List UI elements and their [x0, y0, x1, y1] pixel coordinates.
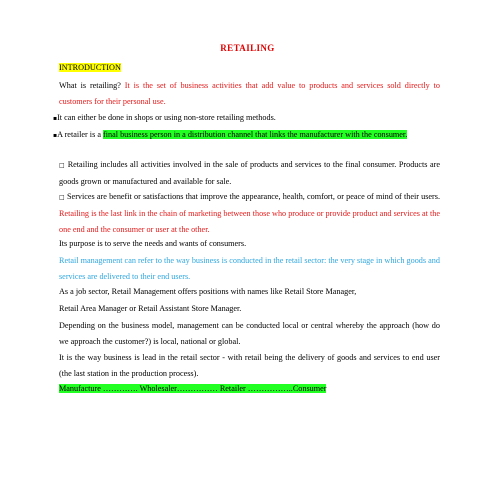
paragraph-retail-sector [59, 350, 440, 382]
paragraph-lead: Services are benefit or satisfactions that improve the appearance, health, comfort, or peace of mind of their users. [67, 192, 441, 201]
paragraph-distribution-chain [59, 381, 440, 397]
paragraph-red-text: It is the set of business activities that add value to products and services sold directly to customers for their personal use. [59, 81, 441, 106]
paragraph-store-methods [53, 110, 440, 127]
paragraph-retail-management [59, 253, 440, 285]
paragraph-text: Retailing includes all activities involved in the sale of products and services to the final consumer. Products are goods grown or manufactured and available for sale. [59, 160, 441, 186]
paragraph-blue-text: Retail management can refer to the way business is conducted in the retail sector: the very stage in which goods and services are delivered to their end users. [59, 256, 440, 281]
paragraph-text: It is the way business is lead in the retail sector - with retail being the delivery of goods and services to end user (the last station in the production process). [59, 353, 440, 378]
checkbox-bullet-icon: □ [59, 162, 66, 169]
paragraph-lead: A retailer is a [57, 130, 104, 139]
paragraph-green-highlight: final business person in a distribution channel that links the manufacturer with the consumer. [103, 130, 408, 139]
paragraph-services [59, 189, 440, 238]
paragraph-business-model [59, 318, 440, 350]
square-bullet-icon: ▪ [53, 115, 58, 122]
square-bullet-icon: ▪ [53, 132, 58, 139]
paragraph-retailing-activities [59, 157, 440, 190]
introduction-heading-text: INTRODUCTION [59, 63, 121, 72]
checkbox-bullet-icon: □ [59, 194, 65, 201]
paragraph-red-text: Retailing is the last link in the chain of marketing between those who produce or provide product and services at the one end and the consumer or user at the other. [59, 209, 440, 234]
paragraph-manager-titles [59, 301, 440, 317]
paragraph-retailer-definition [53, 127, 440, 144]
paragraph-lead: What is retailing? [59, 81, 125, 90]
introduction-heading [59, 60, 440, 76]
paragraph-text: Retail Area Manager or Retail Assistant Store Manager. [59, 304, 242, 313]
paragraph-text: It can either be done in shops or using non-store retailing methods. [57, 113, 276, 122]
paragraph-text: Depending on the business model, management can be conducted local or central whereby the approach (how do we approach the customer?) is local, national or global. [59, 321, 440, 346]
distribution-chain-highlight: Manufacture …………. Wholesaler…………… Retailer ……………..Consumer [59, 384, 327, 393]
paragraph-what-is-retailing [59, 78, 440, 110]
paragraph-text: Its purpose is to serve the needs and wants of consumers. [59, 239, 247, 248]
page-title: RETAILING [220, 43, 275, 53]
paragraph-text: As a job sector, Retail Management offers positions with names like Retail Store Manager, [59, 287, 357, 296]
paragraph-purpose [59, 236, 440, 252]
paragraph-job-sector [59, 284, 440, 300]
